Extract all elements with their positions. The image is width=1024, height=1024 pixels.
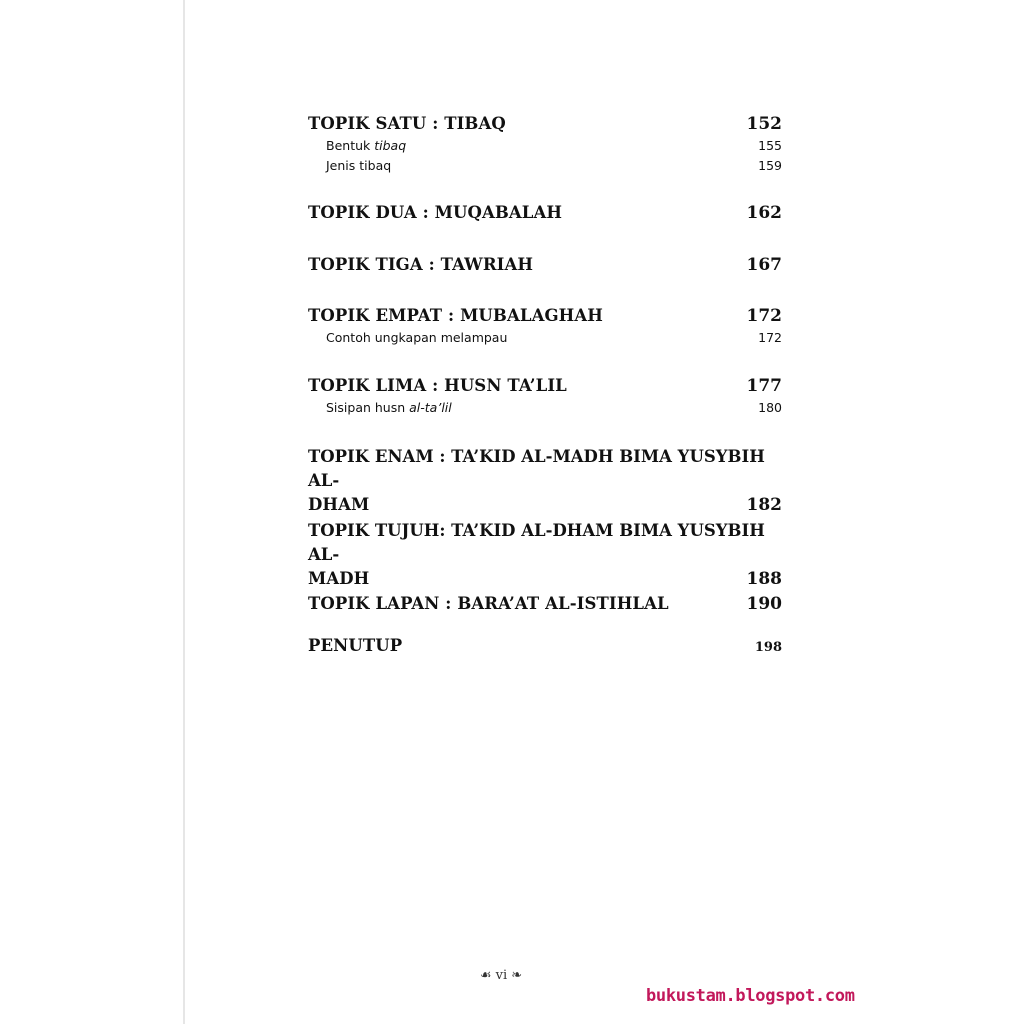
toc-entry-topik-enam bbox=[308, 445, 782, 517]
page-folio bbox=[456, 968, 546, 983]
toc-entry-page: 190 bbox=[746, 594, 782, 614]
toc-entry-page: 188 bbox=[746, 569, 782, 589]
toc-entry-topik-tiga bbox=[308, 253, 782, 277]
toc-entry-topik-dua bbox=[308, 201, 782, 225]
toc-entry-page: 172 bbox=[746, 306, 782, 326]
toc-entry-title: TOPIK SATU : TIBAQ bbox=[308, 114, 506, 133]
toc-entry-page: 182 bbox=[746, 495, 782, 515]
toc-entry-title-line1: TOPIK TUJUH: TA’KID AL-DHAM BIMA YUSYBIH AL- bbox=[308, 521, 765, 564]
toc-entry-topik-lima bbox=[308, 374, 782, 418]
toc-subentry-page: 180 bbox=[758, 400, 782, 415]
toc-entry-title: TOPIK LIMA : HUSN TA’LIL bbox=[308, 376, 567, 395]
fleuron-left-icon: ☙ bbox=[479, 968, 492, 983]
toc-entry-page: 162 bbox=[746, 203, 782, 223]
fleuron-right-icon: ❧ bbox=[511, 968, 523, 983]
toc-entry-title: TOPIK LAPAN : BARA’AT AL-ISTIHLAL bbox=[308, 594, 669, 613]
toc-subentry bbox=[308, 156, 782, 176]
toc-subentry bbox=[308, 398, 782, 418]
toc-subentry-label: Contoh ungkapan melampau bbox=[326, 330, 508, 345]
page-number: vi bbox=[495, 968, 508, 983]
toc-subentry bbox=[308, 136, 782, 156]
toc-entry-title: TOPIK DUA : MUQABALAH bbox=[308, 203, 563, 222]
watermark-text: bukustam.blogspot.com bbox=[646, 986, 855, 1006]
toc-subentry-page: 155 bbox=[758, 138, 782, 153]
toc-subentry-page: 172 bbox=[758, 330, 782, 345]
toc-subentry-label: Jenis tibaq bbox=[326, 158, 392, 173]
toc-subentry-page: 159 bbox=[758, 158, 782, 173]
toc-entry-title-line1: TOPIK ENAM : TA’KID AL-MADH BIMA YUSYBIH AL- bbox=[308, 447, 765, 490]
toc-entry-page: 177 bbox=[746, 376, 782, 396]
toc-entry-penutup bbox=[308, 634, 782, 660]
toc-subentry-label: Bentuk tibaq bbox=[326, 138, 407, 153]
toc-entry-title-line2: MADH bbox=[308, 569, 370, 588]
toc-subentry-label: Sisipan husn al-ta’lil bbox=[326, 400, 452, 415]
toc-entry-title-line2: DHAM bbox=[308, 495, 370, 514]
toc-subentry bbox=[308, 328, 782, 348]
page-spine-edge bbox=[183, 0, 185, 1024]
toc-entry-topik-empat bbox=[308, 304, 782, 348]
toc-entry-topik-lapan bbox=[308, 592, 782, 616]
toc-entry-page: 198 bbox=[754, 640, 782, 655]
toc-entry-title: TOPIK TIGA : TAWRIAH bbox=[308, 255, 534, 274]
toc-entry-title: PENUTUP bbox=[308, 636, 403, 655]
toc-entry-page: 167 bbox=[746, 255, 782, 275]
toc-entry-page: 152 bbox=[746, 114, 782, 134]
toc-entry-topik-satu bbox=[308, 112, 782, 176]
toc-entry-title: TOPIK EMPAT : MUBALAGHAH bbox=[308, 306, 603, 325]
toc-entry-topik-tujuh bbox=[308, 519, 782, 591]
